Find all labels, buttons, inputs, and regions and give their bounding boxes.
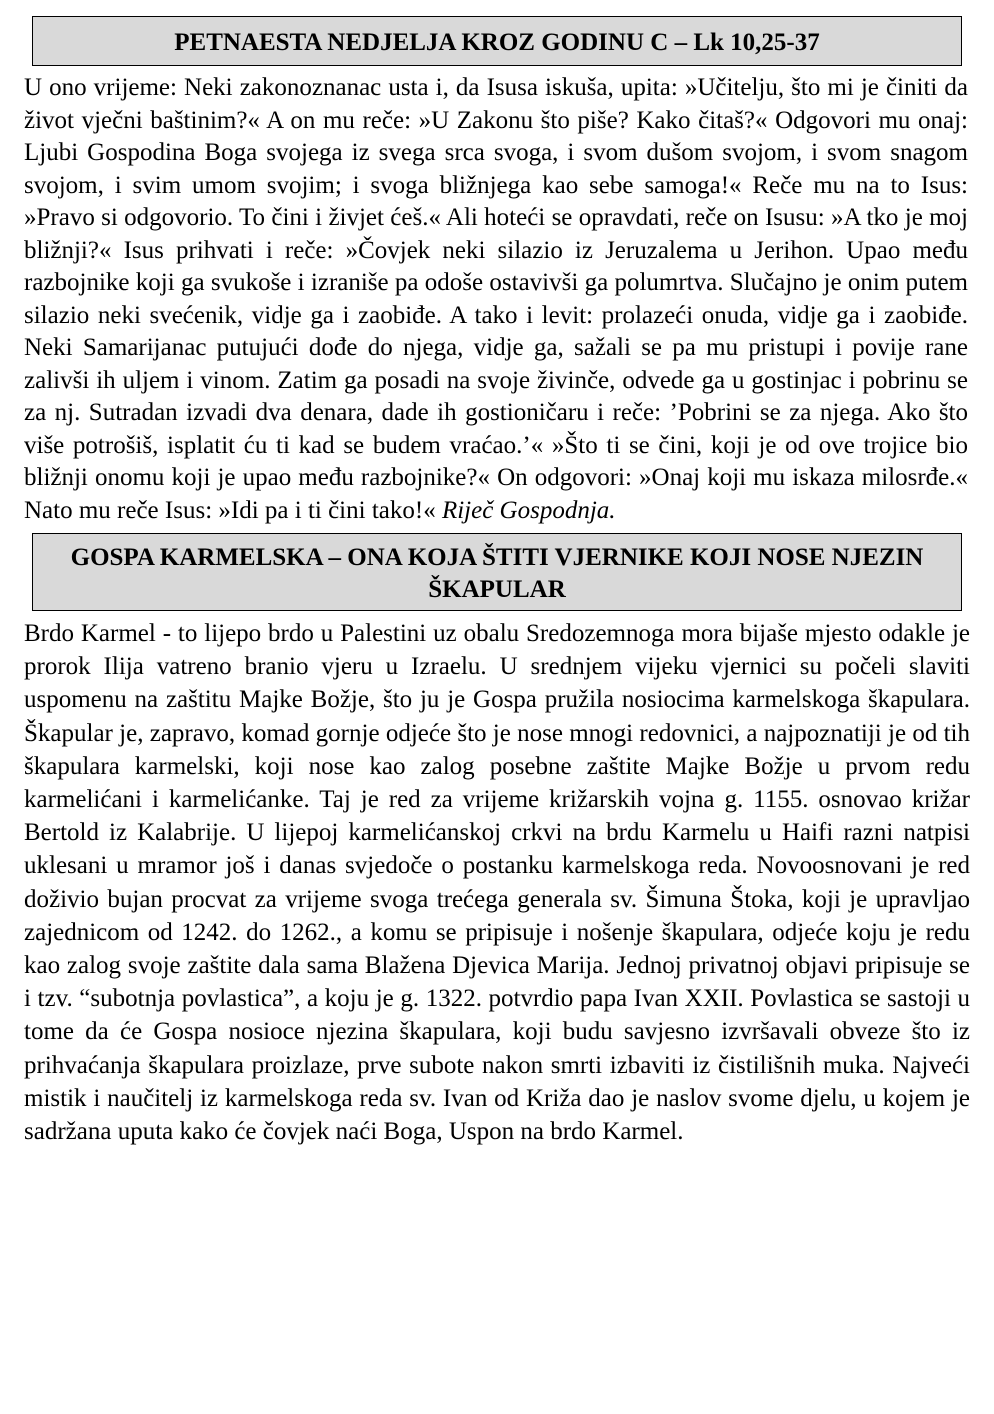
article-heading: GOSPA KARMELSKA – ONA KOJA ŠTITI VJERNIKE KOJI NOSE NJEZIN ŠKAPULAR [70, 544, 924, 603]
gospel-closing: Riječ Gospodnja. [441, 496, 616, 524]
article-paragraph [24, 617, 970, 1148]
gospel-heading-box [32, 16, 962, 66]
gospel-heading: PETNAESTA NEDJELJA KROZ GODINU C – Lk 10,25-37 [174, 29, 820, 56]
document-page [24, 16, 970, 1148]
article-heading-box [32, 533, 962, 611]
gospel-text: U ono vrijeme: Neki zakonoznanac usta i, da Isusa iskuša, upita: »Učitelju, što mi je činiti da život vječni baštinim?« A on mu reče: »U Zakonu što piše? Kako čitaš?« Odgovori mu onaj: Ljubi Gospodina Boga svojega iz svega srca svoga, i svom dušom svojom, i svom snagom svojom, i svim umom svojim; i svoga bližnjega kao sebe samoga!« Reče mu na to Isus: »Pravo si odgovorio. To čini i živjet ćeš.« Ali hoteći se opravdati, reče on Isusu: »A tko je moj bližnji?« Isus prihvati i reče: »Čovjek neki silazio iz Jeruzalema u Jerihon. Upao među razbojnike koji ga svukoše i izraniše pa odoše ostavivši ga polumrtva. Slučajno je onim putem silazio neki svećenik, vidje ga i zaobiđe. A tako i levit: prolazeći onuda, vidje ga i zaobiđe. Neki Samarijanac putujući dođe do njega, vidje ga, sažali se pa mu pristupi i povije rane zalivši ih uljem i vinom. Zatim ga posadi na svoje živinče, odvede ga u gostinjac i pobrinu se za nj. Sutradan izvadi dva denara, dade ih gostioničaru i reče: ’Pobrini se za njega. Ako što više potrošiš, isplatit ću ti kad se budem vraćao.’« »Što ti se čini, koji je od ove trojice bio bližnji onomu koji je upao među razbojnike?« On odgovori: »Onaj koji mu iskaza milosrđe.« Nato mu reče Isus: »Idi pa i ti čini tako!« [24, 74, 968, 524]
article-text: Brdo Karmel - to lijepo brdo u Palestini uz obalu Sredozemnoga mora bijaše mjesto odakle je prorok Ilija vatreno branio vjeru u Izraelu. U srednjem vijeku vjernici su počeli slaviti uspomenu na zaštitu Majke Božje, što ju je Gospa pružila nosiocima karmelskoga škapulara. Škapular je, zapravo, komad gornje odjeće što je nose mnogi redovnici, a najpoznatiji je od tih škapulara karmelski, koji nose kao zalog posebne zaštite Majke Božje u prvom redu karmelićani i karmelićanke. Taj je red za vrijeme križarskih vojna g. 1155. osnovao križar Bertold iz Kalabrije. U lijepoj karmelićanskoj crkvi na brdu Karmelu u Haifi razni natpisi uklesani u mramor još i danas svjedoče o postanku karmelskoga reda. Novoosnovani je red doživio bujan procvat za vrijeme svoga trećega generala sv. Šimuna Štoka, koji je upravljao zajednicom od 1242. do 1262., a komu se pripisuje i nošenje škapulara, odjeće koju je redu kao zalog svoje zaštite dala sama Blažena Djevica Marija. Jednoj privatnoj objavi pripisuje se i tzv. “subotnja povlastica”, a koju je g. 1322. potvrdio papa Ivan XXII. Povlastica se sastoji u tome da će Gospa nosioce njezina škapulara, koji budu savjesno izvršavali obveze što iz prihvaćanja škapulara proizlaze, prve subote nakon smrti izbaviti iz čistilišnih muka. Najveći mistik i naučitelj iz karmelskoga reda sv. Ivan od Križa dao je naslov svome djelu, u kojem je sadržana uputa kako će čovjek naći Boga, Uspon na brdo Karmel. [24, 620, 970, 1146]
gospel-paragraph [24, 72, 970, 527]
